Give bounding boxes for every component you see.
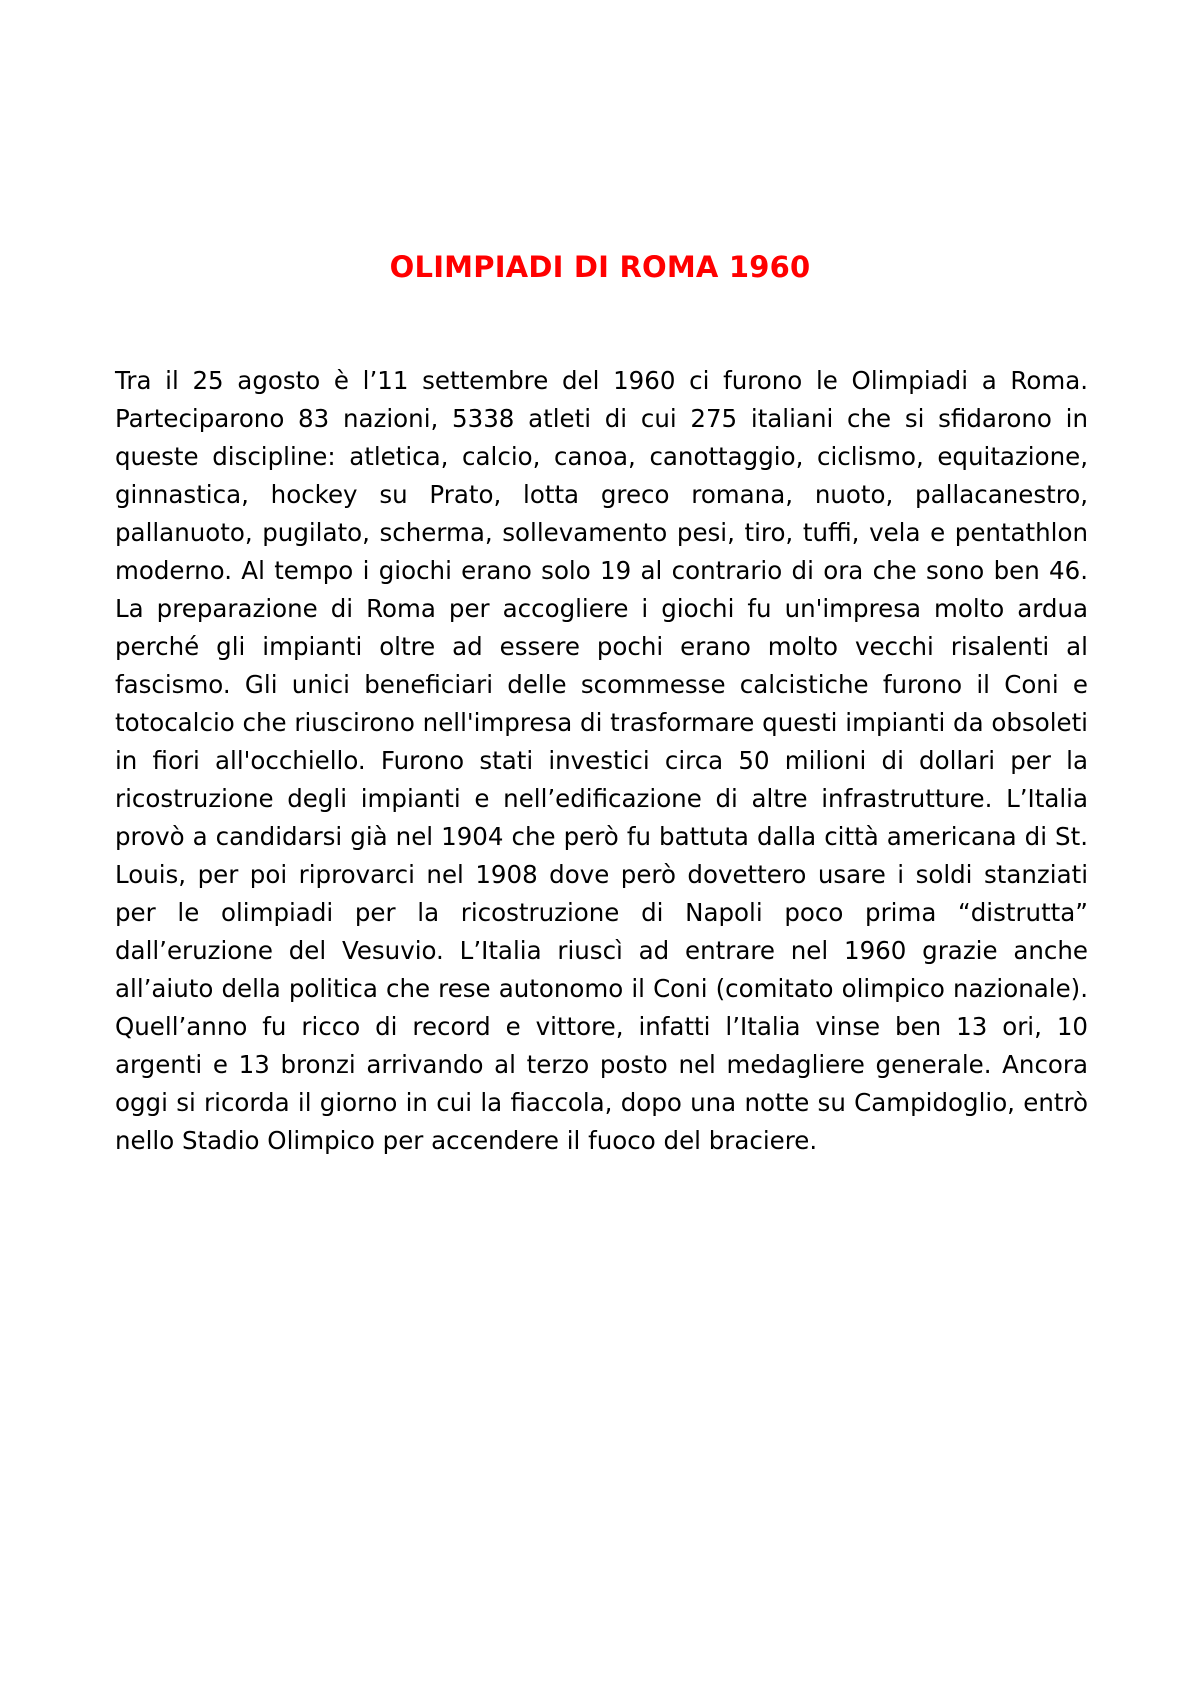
document-body-paragraph: Tra il 25 agosto è l’11 settembre del 1960 ci furono le Olimpiadi a Roma. Parteciparono 83 nazioni, 5338 atleti di cui 275 italiani che si sfidarono in queste discipline: atletica, calcio, canoa, canottaggio, ciclismo, equitazione, ginnastica, hockey su Prato, lotta greco romana, nuoto, pallacanestro, pallanuoto, pugilato, scherma, sollevamento pesi, tiro, tuffi, vela e pentathlon moderno. Al tempo i giochi erano solo 19 al contrario di ora che sono ben 46. La preparazione di Roma per accogliere i giochi fu un'impresa molto ardua perché gli impianti oltre ad essere pochi erano molto vecchi risalenti al fascismo. Gli unici beneficiari delle scommesse calcistiche furono il Coni e totocalcio che riuscirono nell'impresa di trasformare questi impianti da obsoleti in fiori all'occhiello. Furono stati investici circa 50 milioni di dollari per la ricostruzione degli impianti e nell’edificazione di altre infrastrutture. L’Italia provò a candidarsi già nel 1904 che però fu battuta dalla città americana di St. Louis, per poi riprovarci nel 1908 dove però dovettero usare i soldi stanziati per le olimpiadi per la ricostruzione di Napoli poco prima “distrutta” dall’eruzione del Vesuvio. L’Italia riuscì ad entrare nel 1960 grazie anche all’aiuto della politica che rese autonomo il Coni (comitato olimpico nazionale). Quell’anno fu ricco di record e vittore, infatti l’Italia vinse ben 13 ori, 10 argenti e 13 bronzi arrivando al terzo posto nel medagliere generale. Ancora oggi si ricorda il giorno in cui la fiaccola, dopo una notte su Campidoglio, entrò nello Stadio Olimpico per accendere il fuoco del braciere. <box>115 366 1088 1155</box>
document-title: OLIMPIADI DI ROMA 1960 <box>389 250 811 284</box>
